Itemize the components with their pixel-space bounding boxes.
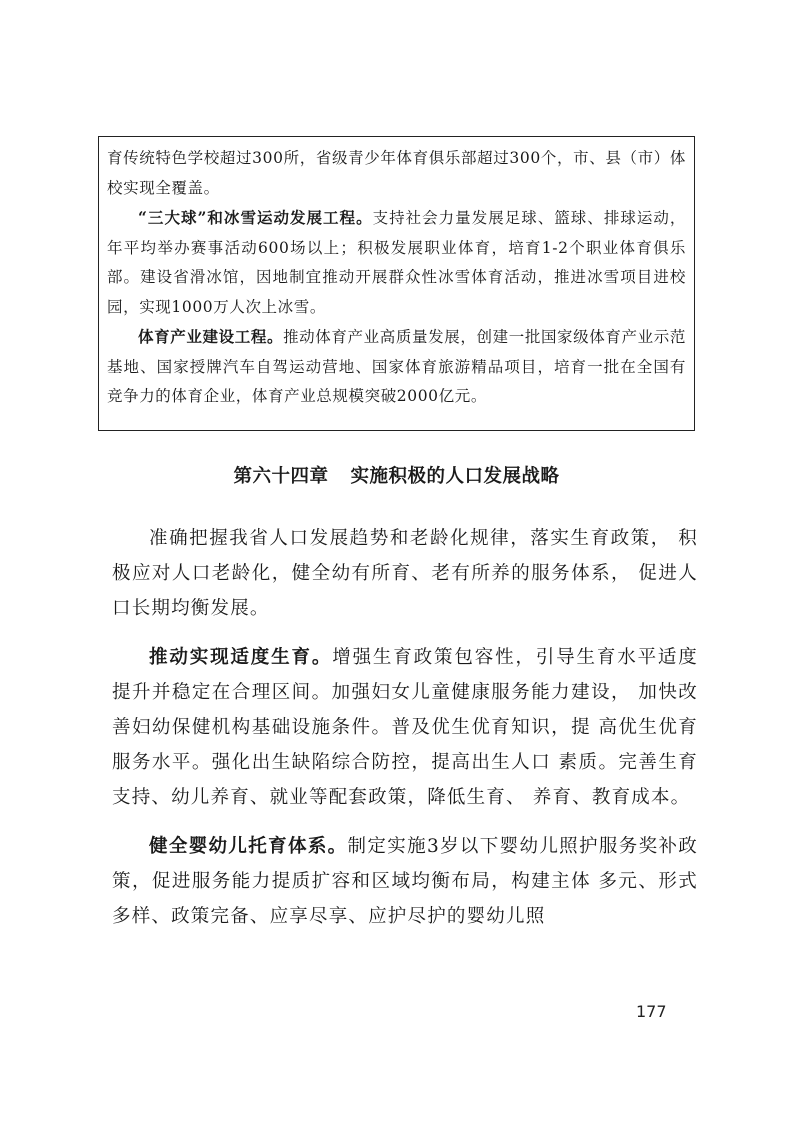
chapter-title bbox=[0, 462, 793, 488]
section-2-heading: 健全婴幼儿托育体系。 bbox=[149, 836, 348, 857]
chapter-name: 实施积极的人口发展战略 bbox=[350, 466, 560, 487]
box-paragraph-2-heading: “三大球”和冰雪运动发展工程。 bbox=[138, 208, 373, 227]
box-paragraph-2-text: 支持社会力量发展足球、篮球、排球运动，年平均举办赛事活动600场以上；积极发展职业体育，培育1-2个职业体育俱乐部。建设省滑冰馆，因地制宜推动开展群众性冰雪体育活动，推进冰雪项目进校园，实现1000万人次上冰雪。 bbox=[107, 209, 686, 316]
box-paragraph-3-heading: 体育产业建设工程。 bbox=[138, 327, 284, 346]
page-number: 177 bbox=[636, 1002, 667, 1021]
box-paragraph-1 bbox=[107, 144, 686, 203]
section-2-paragraph bbox=[112, 829, 698, 934]
intro-paragraph bbox=[112, 521, 698, 626]
box-paragraph-1-text: 育传统特色学校超过300所，省级青少年体育俱乐部超过300个，市、县（市）体校实现全覆盖。 bbox=[107, 149, 686, 197]
box-paragraph-3 bbox=[107, 322, 686, 412]
project-box bbox=[98, 136, 695, 431]
section-1-paragraph bbox=[112, 640, 698, 815]
box-paragraph-2 bbox=[107, 203, 686, 322]
chapter-body bbox=[112, 521, 698, 934]
intro-text: 准确把握我省人口发展趋势和老龄化规律，落实生育政策， 积极应对人口老龄化，健全幼有所育、老有所养的服务体系， 促进人口长期均衡发展。 bbox=[112, 528, 698, 619]
box-paragraph-3-text: 推动体育产业高质量发展，创建一批国家级体育产业示范基地、国家授牌汽车自驾运动营地、国家体育旅游精品项目，培育一批在全国有竞争力的体育企业，体育产业总规模突破2000亿元。 bbox=[107, 328, 686, 405]
chapter-number: 第六十四章 bbox=[233, 466, 329, 487]
section-2-text: 制定实施3岁以下婴幼儿照护服务奖补政策，促进服务能力提质扩容和区域均衡布局，构建主体 多元、形式多样、政策完备、应享尽享、应护尽护的婴幼儿照 bbox=[112, 836, 698, 927]
section-1-text: 增强生育政策包容性，引导生育水平适度提升并稳定在合理区间。加强妇女儿童健康服务能力建设， 加快改善妇幼保健机构基础设施条件。普及优生优育知识，提 高优生优育服务水平。强化出生缺陷综合防控，提高出生人口 素质。完善生育支持、幼儿养育、就业等配套政策，降低生育、 养育、教育成本。 bbox=[112, 647, 698, 808]
section-1-heading: 推动实现适度生育。 bbox=[149, 647, 333, 668]
